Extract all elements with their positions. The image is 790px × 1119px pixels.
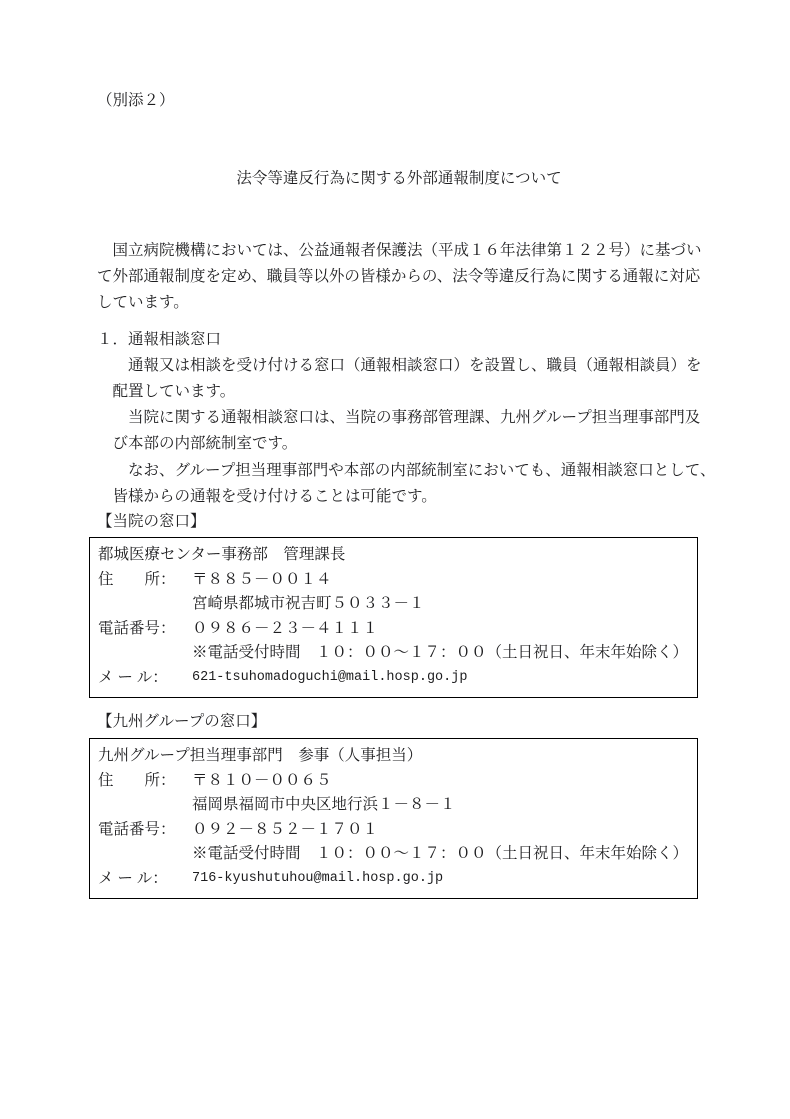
attachment-label: （別添２） <box>97 92 175 109</box>
document-title: 法令等違反行為に関する外部通報制度について <box>236 170 562 187</box>
section-1-line-4: び本部の内部統制室です。 <box>97 435 298 453</box>
address-label: 住 所： <box>98 570 176 588</box>
phone-label-spacer <box>98 641 192 666</box>
phone-hours-note: ※電話受付時間 １０：００～１７：００（土日祝日、年末年始除く） <box>192 644 689 662</box>
mail-label: メ ー ル： <box>98 668 168 686</box>
intro-paragraph <box>97 238 790 317</box>
intro-line-1: 国立病院機構においては、公益通報者保護法（平成１６年法律第１２２号）に基づい <box>97 242 702 259</box>
address-line: 福岡県福岡市中央区地行浜１－８－１ <box>192 796 456 814</box>
phone-label-spacer <box>98 842 192 867</box>
clinic-window-caption: 【当院の窓口】 <box>97 513 206 531</box>
address-label: 住 所： <box>98 771 176 789</box>
clinic-contact-box <box>89 537 698 698</box>
address-line: 宮崎県都城市祝吉町５０３３－１ <box>192 595 425 613</box>
section-1-line-2: 配置しています。 <box>97 383 236 401</box>
intro-line-3: しています。 <box>97 294 189 312</box>
section-1-body <box>97 353 790 510</box>
contact-title: 九州グループ担当理事部門 参事（人事担当） <box>98 747 423 765</box>
section-1-line-1: 通報又は相談を受け付ける窓口（通報相談窓口）を設置し、職員（通報相談員）を <box>97 356 702 374</box>
phone-number: ０９８６－２３－４１１１ <box>192 619 379 637</box>
phone-label: 電話番号： <box>98 619 176 637</box>
kyushu-contact-box <box>89 738 698 899</box>
postal-code: 〒８８５－００１４ <box>192 570 332 588</box>
section-1-line-3: 当院に関する通報相談窓口は、当院の事務部管理課、九州グループ担当理事部門及 <box>97 409 701 427</box>
phone-label: 電話番号： <box>98 820 176 838</box>
email-address: 621-tsuhomadoguchi@mail.hosp.go.jp <box>192 669 468 685</box>
address-label-spacer <box>98 793 192 818</box>
postal-code: 〒８１０－００６５ <box>192 771 332 789</box>
intro-line-2: て外部通報制度を定め、職員等以外の皆様からの、法令等違反行為に関する通報に対応 <box>97 268 701 286</box>
contact-title: 都城医療センター事務部 管理課長 <box>98 546 346 564</box>
address-label-spacer <box>98 592 192 617</box>
phone-hours-note: ※電話受付時間 １０：００～１７：００（土日祝日、年末年始除く） <box>192 845 689 863</box>
section-1-line-5: なお、グループ担当理事部門や本部の内部統制室においても、通報相談窓口として、 <box>97 461 716 479</box>
kyushu-window-caption: 【九州グループの窓口】 <box>97 713 267 731</box>
section-1-line-6: 皆様からの通報を受け付けることは可能です。 <box>97 487 437 505</box>
phone-number: ０９２－８５２－１７０１ <box>192 820 379 838</box>
mail-label: メ ー ル： <box>98 869 168 887</box>
section-1-heading: １．通報相談窓口 <box>97 330 222 348</box>
email-address: 716-kyushutuhou@mail.hosp.go.jp <box>192 870 444 886</box>
